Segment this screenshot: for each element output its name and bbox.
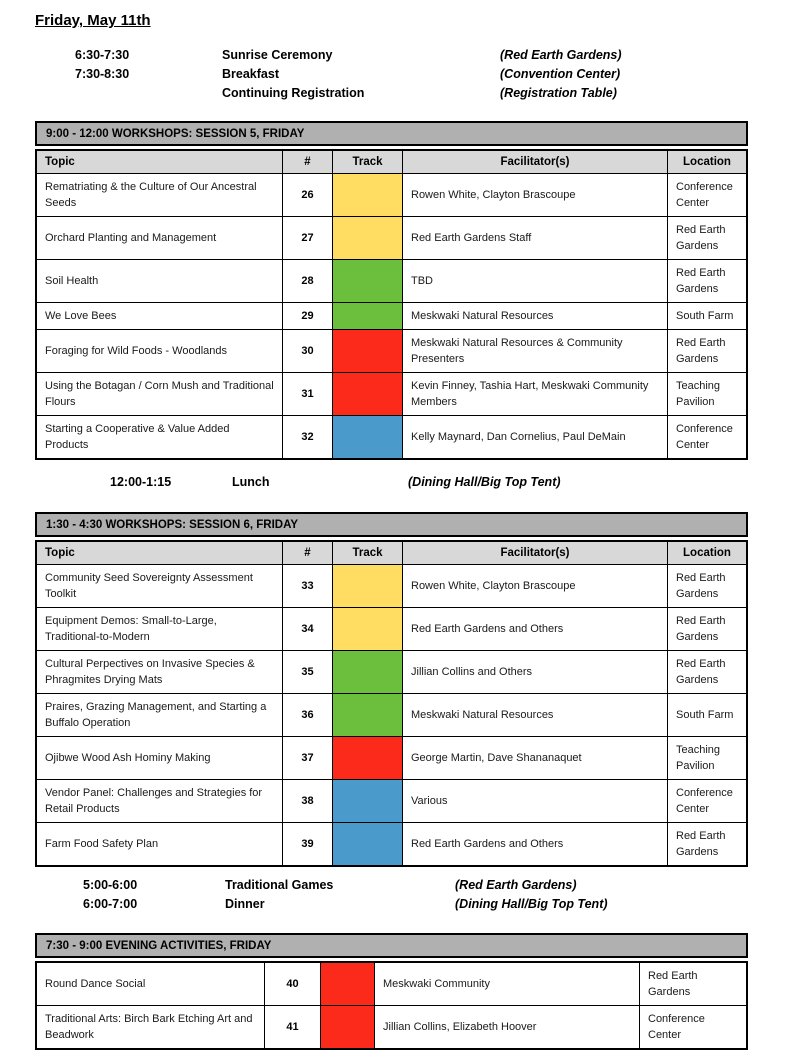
schedule-event: Lunch [232, 475, 270, 489]
cell-topic: Starting a Cooperative & Value Added Products [36, 416, 283, 460]
cell-topic: Using the Botagan / Corn Mush and Traditional Flours [36, 373, 283, 416]
cell-workshop-number: 36 [283, 694, 333, 737]
table-row [36, 608, 747, 651]
cell-workshop-number: 28 [283, 260, 333, 303]
schedule-line [0, 86, 791, 105]
cell-topic: Vendor Panel: Challenges and Strategies for Retail Products [36, 780, 283, 823]
schedule-location: (Dining Hall/Big Top Tent) [455, 897, 608, 911]
cell-location: Teaching Pavilion [668, 737, 748, 780]
schedule-location: (Convention Center) [500, 67, 621, 81]
cell-topic: Orchard Planting and Management [36, 217, 283, 260]
track-color-swatch-red [333, 330, 403, 373]
table-row [36, 651, 747, 694]
track-color-swatch-blue [333, 823, 403, 867]
schedule-event: Traditional Games [225, 878, 334, 892]
cell-facilitators: Meskwaki Natural Resources & Community Presenters [403, 330, 668, 373]
track-color-swatch-red [321, 1006, 375, 1050]
page-title: Friday, May 11th [35, 12, 151, 29]
cell-location: Red Earth Gardens [668, 651, 748, 694]
cell-facilitators: Jillian Collins and Others [403, 651, 668, 694]
track-color-swatch-red [333, 373, 403, 416]
cell-location: South Farm [668, 694, 748, 737]
schedule-line [0, 48, 791, 67]
cell-topic: Traditional Arts: Birch Bark Etching Art and Beadwork [36, 1006, 265, 1050]
schedule-line [0, 67, 791, 86]
cell-workshop-number: 33 [283, 565, 333, 608]
schedule-line [0, 475, 791, 494]
table-row [36, 565, 747, 608]
cell-facilitators: Meskwaki Natural Resources [403, 694, 668, 737]
cell-location: Teaching Pavilion [668, 373, 748, 416]
schedule-location: (Red Earth Gardens) [500, 48, 622, 62]
table-row [36, 416, 747, 460]
track-color-swatch-green [333, 303, 403, 330]
schedule-time: 6:00-7:00 [83, 897, 138, 911]
morning-schedule [0, 48, 791, 105]
cell-facilitators: TBD [403, 260, 668, 303]
cell-location: Red Earth Gardens [668, 608, 748, 651]
cell-topic: Soil Health [36, 260, 283, 303]
cell-topic: Farm Food Safety Plan [36, 823, 283, 867]
schedule-line [0, 897, 791, 916]
schedule-location: (Registration Table) [500, 86, 617, 100]
cell-workshop-number: 30 [283, 330, 333, 373]
schedule-event: Dinner [225, 897, 265, 911]
column-header: # [283, 541, 333, 565]
cell-topic: Equipment Demos: Small-to-Large, Traditional-to-Modern [36, 608, 283, 651]
cell-workshop-number: 35 [283, 651, 333, 694]
cell-workshop-number: 34 [283, 608, 333, 651]
session-5-table-section [35, 121, 748, 460]
session-6-table-section [35, 512, 748, 867]
column-header-row [36, 150, 747, 174]
schedule-event: Sunrise Ceremony [222, 48, 333, 62]
evening-activities-table-section [35, 933, 748, 1050]
schedule-location: (Red Earth Gardens) [455, 878, 577, 892]
table-row [36, 303, 747, 330]
column-header: Facilitator(s) [403, 541, 668, 565]
cell-workshop-number: 37 [283, 737, 333, 780]
track-color-swatch-yellow [333, 565, 403, 608]
cell-workshop-number: 26 [283, 174, 333, 217]
cell-facilitators: Rowen White, Clayton Brascoupe [403, 174, 668, 217]
schedule-time: 5:00-6:00 [83, 878, 138, 892]
section-header-bar: 1:30 - 4:30 WORKSHOPS: SESSION 6, FRIDAY [35, 512, 748, 537]
track-color-swatch-yellow [333, 174, 403, 217]
cell-facilitators: Kevin Finney, Tashia Hart, Meskwaki Community Members [403, 373, 668, 416]
track-color-swatch-blue [333, 416, 403, 460]
column-header: Topic [36, 150, 283, 174]
table-row [36, 694, 747, 737]
track-color-swatch-green [333, 651, 403, 694]
cell-facilitators: Red Earth Gardens Staff [403, 217, 668, 260]
schedule-time: 6:30-7:30 [75, 48, 130, 62]
cell-facilitators: Red Earth Gardens and Others [403, 608, 668, 651]
cell-workshop-number: 29 [283, 303, 333, 330]
cell-workshop-number: 40 [265, 962, 321, 1006]
schedule-location: (Dining Hall/Big Top Tent) [408, 475, 561, 489]
track-color-swatch-blue [333, 780, 403, 823]
workshop-table [35, 149, 748, 460]
table-row [36, 823, 747, 867]
cell-location: Conference Center [668, 416, 748, 460]
column-header: Location [668, 541, 748, 565]
table-row [36, 330, 747, 373]
cell-location: Red Earth Gardens [668, 330, 748, 373]
cell-facilitators: Meskwaki Community [375, 962, 640, 1006]
cell-location: Red Earth Gardens [668, 217, 748, 260]
cell-workshop-number: 27 [283, 217, 333, 260]
schedule-event: Breakfast [222, 67, 279, 81]
lunch-schedule [0, 475, 791, 494]
table-row [36, 737, 747, 780]
section-header-bar: 9:00 - 12:00 WORKSHOPS: SESSION 5, FRIDAY [35, 121, 748, 146]
track-color-swatch-red [321, 962, 375, 1006]
track-color-swatch-yellow [333, 217, 403, 260]
cell-location: Red Earth Gardens [640, 962, 748, 1006]
cell-facilitators: Meskwaki Natural Resources [403, 303, 668, 330]
track-color-swatch-yellow [333, 608, 403, 651]
evening-schedule [0, 878, 791, 916]
cell-facilitators: Jillian Collins, Elizabeth Hoover [375, 1006, 640, 1050]
cell-topic: We Love Bees [36, 303, 283, 330]
track-color-swatch-red [333, 737, 403, 780]
cell-topic: Community Seed Sovereignty Assessment Toolkit [36, 565, 283, 608]
table-row [36, 260, 747, 303]
cell-workshop-number: 41 [265, 1006, 321, 1050]
workshop-table [35, 540, 748, 867]
table-row [36, 373, 747, 416]
column-header: Topic [36, 541, 283, 565]
cell-location: Conference Center [668, 780, 748, 823]
column-header-row [36, 541, 747, 565]
cell-workshop-number: 31 [283, 373, 333, 416]
cell-topic: Rematriating & the Culture of Our Ancestral Seeds [36, 174, 283, 217]
schedule-event: Continuing Registration [222, 86, 365, 100]
cell-facilitators: Red Earth Gardens and Others [403, 823, 668, 867]
cell-location: Red Earth Gardens [668, 565, 748, 608]
schedule-time: 12:00-1:15 [110, 475, 172, 489]
table-row [36, 174, 747, 217]
cell-topic: Cultural Perpectives on Invasive Species & Phragmites Drying Mats [36, 651, 283, 694]
cell-topic: Round Dance Social [36, 962, 265, 1006]
cell-facilitators: Various [403, 780, 668, 823]
cell-facilitators: Rowen White, Clayton Brascoupe [403, 565, 668, 608]
column-header: Track [333, 541, 403, 565]
track-color-swatch-green [333, 694, 403, 737]
cell-facilitators: George Martin, Dave Shananaquet [403, 737, 668, 780]
column-header: Location [668, 150, 748, 174]
cell-location: South Farm [668, 303, 748, 330]
cell-location: Conference Center [668, 174, 748, 217]
column-header: # [283, 150, 333, 174]
cell-location: Red Earth Gardens [668, 823, 748, 867]
cell-workshop-number: 39 [283, 823, 333, 867]
cell-workshop-number: 32 [283, 416, 333, 460]
cell-topic: Ojibwe Wood Ash Hominy Making [36, 737, 283, 780]
cell-location: Conference Center [640, 1006, 748, 1050]
cell-topic: Praires, Grazing Management, and Starting a Buffalo Operation [36, 694, 283, 737]
table-row [36, 217, 747, 260]
schedule-line [0, 878, 791, 897]
cell-topic: Foraging for Wild Foods - Woodlands [36, 330, 283, 373]
cell-facilitators: Kelly Maynard, Dan Cornelius, Paul DeMain [403, 416, 668, 460]
section-header-bar: 7:30 - 9:00 EVENING ACTIVITIES, FRIDAY [35, 933, 748, 958]
column-header: Track [333, 150, 403, 174]
track-color-swatch-green [333, 260, 403, 303]
workshop-table [35, 961, 748, 1050]
table-row [36, 962, 747, 1006]
cell-workshop-number: 38 [283, 780, 333, 823]
table-row [36, 780, 747, 823]
column-header: Facilitator(s) [403, 150, 668, 174]
schedule-time: 7:30-8:30 [75, 67, 130, 81]
table-row [36, 1006, 747, 1050]
cell-location: Red Earth Gardens [668, 260, 748, 303]
